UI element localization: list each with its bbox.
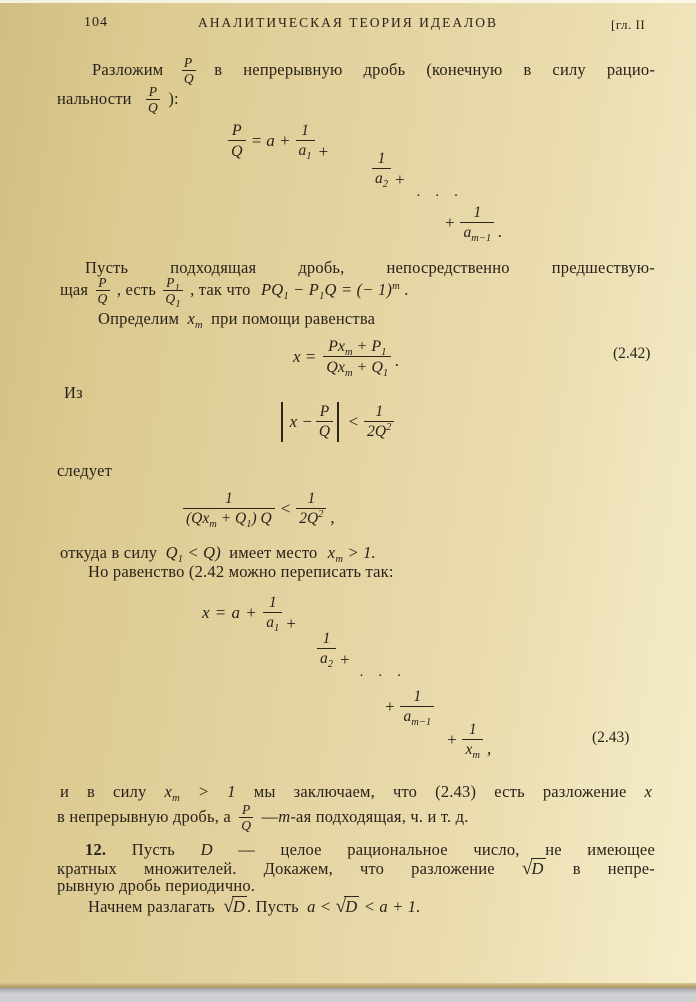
p4-text-b: имеет место [229, 543, 318, 562]
inline-fraction-p-over-q [96, 276, 110, 306]
den-sub: 1 [382, 368, 389, 379]
plus-sign: + [444, 213, 456, 232]
fraction-numerator: P [231, 122, 242, 139]
num-seg: Px [328, 338, 345, 355]
fraction-denominator: Q [241, 818, 252, 834]
fraction-p-over-q [316, 404, 333, 440]
math-x: x [164, 782, 173, 801]
paragraph-7 [88, 896, 421, 918]
item-number: 12. [85, 840, 107, 859]
abs-bar [337, 402, 339, 442]
den-seg: Qx [326, 359, 345, 376]
fraction-denominator: Q [316, 421, 333, 440]
p2-text-b: , есть [116, 280, 157, 299]
formula-1-row-3 [444, 204, 503, 244]
fraction-numerator: 1 [468, 721, 477, 738]
fraction-denominator [163, 290, 182, 311]
paragraph-2-line-3 [98, 309, 375, 329]
math-m: m [278, 807, 291, 826]
formula-243-row-1 [202, 594, 297, 634]
fraction-denominator [296, 140, 315, 162]
p4-text-a: откуда в силу [60, 543, 158, 562]
fraction-numerator: P [98, 275, 107, 291]
inline-fraction-p-over-q [146, 85, 160, 115]
num-seg: + P [352, 338, 382, 355]
math-a-less: a < [307, 897, 332, 916]
den-subscript: 1 [306, 151, 312, 162]
plus-sign: + [285, 614, 297, 633]
fraction-denominator [317, 648, 336, 670]
fraction-denominator [460, 222, 494, 244]
p6-text-b: — целое рациональное число, не имеющее [238, 840, 655, 859]
den-subscript: m [472, 750, 480, 761]
math-less-a-plus-1: < a + 1. [363, 897, 421, 916]
fraction-numerator: P [319, 403, 330, 420]
fraction-numerator: 1 [473, 204, 482, 221]
subscript: m [335, 554, 344, 565]
den-base: 2Q [299, 510, 319, 527]
math-xm [187, 309, 203, 331]
running-title: АНАЛИТИЧЕСКАЯ ТЕОРИЯ ИДЕАЛОВ [197, 15, 499, 30]
den-subscript: 1 [175, 299, 181, 311]
p6-text-c: кратных множителей. Докажем, что разложение [57, 859, 495, 878]
period: . [395, 351, 400, 370]
math-rest: > 1 [179, 782, 236, 801]
den-superscript: 2 [386, 422, 392, 433]
fraction-numerator: P [148, 84, 158, 100]
math-q-equals: Q = (− 1) [324, 280, 393, 299]
fraction-1-over-qxmq1-q [183, 490, 275, 530]
fraction-numerator: 1 [301, 122, 309, 139]
den-subscript: m−1 [471, 233, 492, 244]
fraction-1-over-2q2 [296, 491, 326, 527]
den-subscript: 1 [274, 623, 280, 634]
math-x: x [327, 543, 336, 562]
inline-fraction-p-over-q [239, 803, 253, 833]
word-sleduet: следует [57, 461, 113, 480]
math-rest: > 1. [343, 543, 376, 562]
fraction-denominator [323, 356, 391, 379]
p1-text-4: ): [168, 89, 179, 108]
fraction-1-over-a2 [317, 630, 336, 670]
den-base: a [266, 614, 274, 631]
subscript-m: m [195, 320, 203, 331]
fraction-1-over-a1 [263, 594, 282, 634]
p5-text-c: в непрерывную дробь, а [57, 807, 231, 826]
inequality-derived [183, 487, 335, 531]
den-base: x [465, 741, 473, 758]
inequality-abs [277, 400, 394, 444]
den-base: a [403, 708, 412, 725]
p2-text-c: , так что [190, 280, 251, 299]
p7-text-b: . Пусть [246, 897, 299, 916]
p6-text-a: Пусть [131, 840, 176, 859]
den-superscript: 2 [318, 509, 324, 520]
radical-sign: √ [335, 896, 347, 917]
equals-a-plus: = a + [250, 131, 291, 150]
superscript-m: m [392, 281, 400, 292]
fraction-numerator [163, 275, 182, 295]
math-q: Q [165, 543, 178, 562]
math-x: x [187, 309, 195, 328]
math-rest: < Q) [183, 543, 221, 562]
fraction-denominator [364, 421, 394, 440]
den-base: 2Q [367, 423, 387, 440]
p1-text-1: Разложим [92, 60, 164, 79]
radical-sign: √ [223, 896, 234, 917]
den-sub: m [344, 368, 353, 379]
formula-243-row-4 [446, 721, 492, 761]
sqrt-d [522, 859, 546, 878]
paragraph-4-line-1 [60, 543, 376, 563]
plus-sign: + [317, 142, 329, 161]
inline-fraction-p-over-q [182, 56, 196, 86]
ellipsis-dots: · · · [359, 668, 407, 684]
paragraph-1-line-2 [57, 80, 179, 118]
math-pq: PQ [260, 280, 284, 299]
fraction-denominator [462, 739, 482, 761]
den-subscript: 2 [327, 659, 333, 670]
plus-sign: + [394, 170, 406, 189]
den-seg: + Q [216, 510, 247, 527]
den-base: a [463, 224, 472, 241]
equation-2-42 [293, 336, 399, 378]
num-sub: 1 [381, 347, 387, 358]
p2-text-e: при помощи равенства [211, 309, 376, 328]
x-equals-a-plus: x = a + [202, 603, 258, 622]
formula-1-row-2 [372, 150, 406, 190]
den-sub: m [209, 519, 217, 530]
subscript: 1 [319, 291, 325, 302]
den-subscript: m−1 [411, 717, 432, 728]
fraction-denominator: Q [148, 100, 158, 116]
math-x: x [644, 782, 653, 801]
p2-text-d: Определим [98, 309, 180, 328]
inline-fraction-p1-over-q1 [163, 275, 182, 311]
radicand-d: D [232, 897, 245, 916]
den-sub: 1 [246, 519, 252, 530]
radicand-d: D [345, 897, 358, 916]
den-subscript: 2 [382, 179, 388, 190]
fraction-1-over-a1 [296, 122, 315, 162]
comma: , [330, 508, 335, 527]
page-top-edge [0, 0, 696, 3]
fraction-pxm-p1-over-qxm-q1 [323, 338, 391, 379]
p7-text-a: Начнем разлагать [88, 897, 215, 916]
fraction-denominator: Q [97, 291, 108, 307]
formula-243-row-3 [384, 688, 434, 728]
fraction-numerator: P [242, 802, 251, 818]
formula-1-row-1 [228, 122, 329, 160]
x-minus: x − [289, 412, 313, 431]
period: . [498, 222, 503, 241]
plus-sign: + [446, 730, 458, 749]
subscript: m [172, 793, 180, 804]
chapter-marker: [гл. II [611, 17, 646, 32]
fraction-denominator: Q [183, 71, 194, 87]
den-base: a [375, 170, 383, 187]
fraction-denominator [263, 612, 282, 634]
fraction-numerator [323, 338, 391, 356]
radicand-d: D [531, 859, 544, 878]
scan-background-strip [0, 988, 696, 1002]
fraction-numerator: 1 [377, 150, 386, 167]
den-base: a [320, 650, 328, 667]
abs-bar [281, 402, 283, 442]
paragraph-6-line-3: рывную дробь периодично. [57, 876, 256, 895]
fraction-numerator: 1 [268, 594, 277, 611]
paragraph-2-line-2 [60, 272, 409, 310]
fraction-1-over-a-m-1 [460, 204, 494, 244]
sqrt-d [336, 897, 360, 916]
fraction-numerator: 1 [413, 688, 422, 705]
p5-text-a: и в силу [60, 782, 147, 801]
p2-text-a: щая [60, 280, 89, 299]
math-xm-greater-1 [327, 543, 376, 565]
fraction-1-over-2q2 [364, 404, 394, 440]
fraction-denominator: Q [228, 140, 246, 160]
page-number: 104 [84, 15, 108, 30]
den-seg: ) Q [251, 510, 272, 527]
less-than-sign: < [279, 499, 292, 518]
den-seg: + Q [352, 359, 383, 376]
paragraph-5-line-2 [57, 799, 469, 837]
paragraph-6-line-1 [85, 840, 655, 860]
fraction-numerator: 1 [307, 490, 316, 507]
num-base: P [166, 275, 175, 291]
p6-text-d: в непре- [572, 859, 656, 878]
fraction-numerator: 1 [224, 490, 233, 507]
den-base: Q [165, 291, 176, 307]
math-run [260, 280, 400, 302]
den-base: a [298, 142, 307, 159]
p1-text-2: в непрерывную дробь (конечную в силу рацио- [214, 60, 656, 79]
fraction-1-over-xm [462, 721, 482, 761]
subscript: 1 [177, 554, 184, 565]
num-sub: m [344, 347, 353, 358]
subscript: 1 [283, 291, 289, 302]
fraction-denominator [296, 508, 326, 527]
math-q1-less-q [165, 543, 221, 565]
fraction-p-over-q [228, 122, 246, 160]
fraction-denominator [372, 168, 391, 190]
fraction-numerator: P [183, 55, 193, 71]
equation-number-2-43: (2.43) [592, 729, 630, 746]
p5-text-b: мы заключаем, что (2.43) есть разложение [253, 782, 627, 801]
fraction-numerator: 1 [375, 403, 384, 420]
paragraph-4-line-2: Но равенство (2.42 можно переписать так: [88, 562, 394, 581]
lhs-x-equals: x = [293, 347, 317, 366]
math-d: D [200, 840, 213, 859]
less-than-sign: < [347, 412, 360, 431]
equation-number-2-42: (2.42) [613, 345, 651, 362]
num-subscript: 1 [174, 283, 181, 295]
word-iz: Из [64, 383, 83, 402]
p5-text-d: -ая подходящая, ч. и т. д. [290, 807, 469, 826]
fraction-numerator: 1 [322, 630, 331, 647]
formula-243-row-2 [317, 630, 351, 670]
plus-sign: + [339, 650, 351, 669]
fraction-denominator [400, 706, 434, 728]
fraction-1-over-a2 [372, 150, 391, 190]
fraction-denominator [183, 508, 275, 530]
p5-dash: — [261, 807, 279, 826]
fraction-1-over-a-m-1 [400, 688, 434, 728]
plus-sign: + [384, 697, 396, 716]
math-minus-p: − P [288, 280, 320, 299]
p1-text-3: нальности [57, 89, 132, 108]
den-seg: (Qx [186, 510, 210, 527]
comma: , [486, 739, 492, 758]
radical-sign: √ [521, 858, 533, 879]
p2-period: . [404, 280, 409, 299]
ellipsis-dots: · · · [416, 188, 464, 204]
paragraph-2-line-1: Пусть подходящая дробь, непосредственно предшествую- [85, 258, 655, 277]
sqrt-d [223, 897, 247, 916]
